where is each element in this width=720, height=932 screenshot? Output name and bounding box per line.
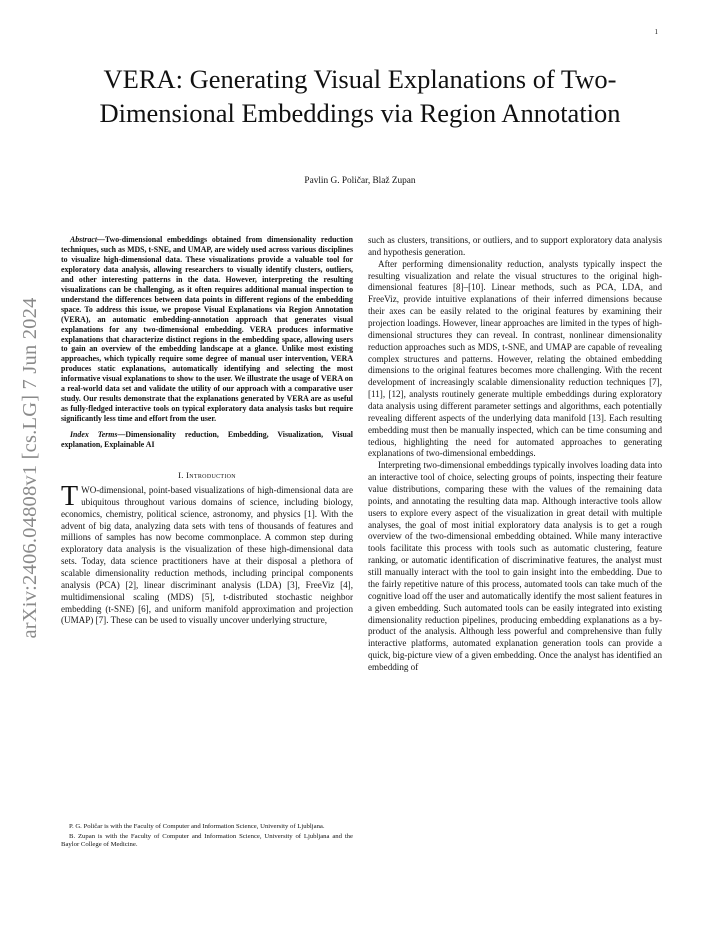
intro-paragraph-continued: such as clusters, transitions, or outliers, and to support exploratory data analysis and hypothesis generation. bbox=[368, 235, 662, 257]
footnote-1: P. G. Poličar is with the Faculty of Computer and Information Science, University of Ljubljana. bbox=[69, 823, 325, 830]
page-number: 1 bbox=[654, 28, 658, 36]
right-column bbox=[368, 235, 662, 674]
paper-authors: Pavlin G. Poličar, Blaž Zupan bbox=[304, 176, 416, 186]
left-column bbox=[61, 235, 353, 627]
abstract bbox=[61, 235, 353, 424]
intro-paragraph-3: Interpreting two-dimensional embeddings typically involves loading data into an interactive tool of choice, selecting groups of points, inspecting their feature value distributions, comparing these with the values of the remaining data points, and annotating the resulting data map. Although interactive tools allow users to explore every aspect of the visualization in great detail with multiple analyses, the goal of most initial exploratory data analysis is to get a rough overview of the two-dimensional embedding obtained. While many interactive tools facilitate this process with tools such as automatic clustering, feature ranking, or automatic identification of discriminative features, the analyst must still manually interact with the tool to gain insight into the embedding. Due to the fairly repetitive nature of this process, automated tools can take much of the cognitive load off the user and automatically identify the most salient features in a given embedding. Such automated tools can be easily integrated into existing dimensionality reduction pipelines, producing embedding explanations as a by-product of the analysis. Although less powerful and comprehensive than fully interactive platforms, automated explanation generation tools can provide a quick, big-picture view of a given embedding. Once the analyst has identified an embedding of bbox=[368, 460, 662, 672]
index-terms bbox=[61, 430, 353, 450]
arxiv-identifier-stamp: arXiv:2406.04808v1 [cs.LG] 7 Jun 2024 bbox=[19, 297, 41, 639]
abstract-text: —Two-dimensional embeddings obtained from dimensionality reduction techniques, such as MDS, t-SNE, and UMAP, are widely used across various disciplines to visualize high-dimensional data. These visualizations provide a valuable tool for exploratory data analysis, allowing researchers to visually identify clusters, outliers, and other interesting patterns in the data. However, interpreting the resulting visualizations can be challenging, as it often requires additional manual inspection to understand the differences between data points in different regions of the embedding space. To address this issue, we propose Visual Explanations via Region Annotation (VERA), an automatic embedding-annotation approach that generates visual explanations for any two-dimensional embedding. VERA produces informative explanations that characterize distinct regions in the embedding space, allowing users to gain an overview of the embedding landscape at a glance. Unlike most existing approaches, which typically require some degree of manual user intervention, VERA produces static explanations, automatically identifying and selecting the most informative visual explanations to show to the user. We illustrate the usage of VERA on a real-world data set and validate the utility of our approach with a comparative user study. Our results demonstrate that the explanations generated by VERA are as useful as fully-fledged interactive tools on typical exploratory data analysis tasks but require significantly less time and effort from the user. bbox=[61, 235, 353, 424]
index-terms-label: Index Terms bbox=[70, 430, 118, 440]
footnote-2: B. Zupan is with the Faculty of Computer and Information Science, University of Ljubljana and the Baylor College of Medicine. bbox=[61, 833, 353, 849]
paper-title: VERA: Generating Visual Explanations of Two-Dimensional Embeddings via Region Annotation bbox=[99, 64, 621, 129]
section-heading-introduction: I. Introduction bbox=[178, 470, 236, 481]
drop-cap: T bbox=[61, 481, 79, 513]
index-terms-text: —Dimensionality reduction, Embedding, Visualization, Visual explanation, Explainable AI bbox=[61, 430, 353, 450]
intro-paragraph-2: After performing dimensionality reduction, analysts typically inspect the resulting visualization and relate the visual structures to the original high-dimensional features [8]–[10]. Linear methods, such as PCA, LDA, and FreeViz, provide intuitive explanations of their inferred dimensions because their axes can be easily related to the original features by examining their projection loadings. However, linear approaches are limited in the types of high-dimensional structures they can reveal. In contrast, nonlinear dimensionality reduction approaches such as MDS, t-SNE, and UMAP are capable of revealing complex structures and patterns. However, relating the obtained embedding dimensions to the original features becomes more challenging. With the recent development of increasingly scalable dimensionality reduction techniques [7], [11], [12], analysts routinely generate multiple embeddings during exploratory data analysis using different parameter settings and algorithms, each potentially revealing different aspects of the underlying data manifold [13]. Each resulting embedding must then be manually inspected, which can be time consuming and tedious, highlighting the need for automated approaches to generating explanations of two-dimensional embeddings. bbox=[368, 258, 662, 459]
intro-paragraph-1 bbox=[61, 481, 353, 627]
footnotes bbox=[61, 823, 353, 852]
abstract-label: Abstract bbox=[70, 235, 98, 244]
intro-paragraph-1-text: WO-dimensional, point-based visualizations of high-dimensional data are ubiquitous throughout various domains of science, including biology, economics, chemistry, political science, astronomy, and physics [1]. With the advent of big data, analyzing data sets with tens of thousands of features and millions of samples has now become commonplace. A common step during exploratory data analysis is the visualization of these high-dimensional data sets. Today, data science practitioners have at their disposal a plethora of scalable dimensionality reduction methods, including principal components analysis (PCA) [2], linear discriminant analysis (LDA) [3], FreeViz [4], multidimensional scaling (MDS) [5], t-distributed stochastic neighbor embedding (t-SNE) [6], and uniform manifold approximation and projection (UMAP) [7]. These can be used to visually uncover underlying structure, bbox=[61, 485, 353, 626]
